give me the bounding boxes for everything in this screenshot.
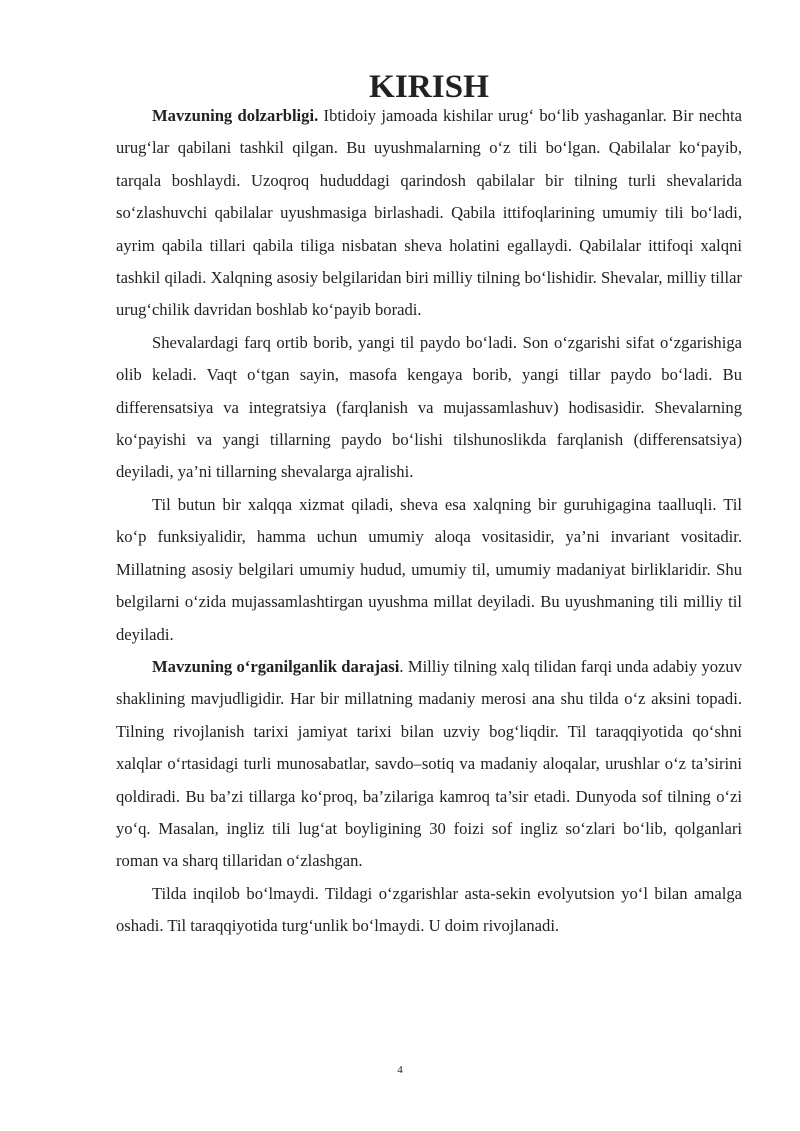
paragraph-3-text: Til butun bir xalqqa xizmat qiladi, sheva esa xalqning bir guruhigagina taalluqli. Til ko‘p funksiyalidir, hamma uchun umumiy aloqa vositasidir, ya’ni invariant vositadir. Millatning asosiy belgilari umumiy hudud, umumiy til, umumiy madaniyat birliklaridir. Shu belgilarni o‘zida mujassamlashtirgan uyushma millat deyiladi. Bu uyushmaning tili milliy til deyiladi.: [116, 494, 742, 644]
paragraph-1-text: Ibtidoiy jamoada kishilar urug‘ bo‘lib yashaganlar. Bir nechta urug‘lar qabilani tashkil qilgan. Bu uyushmalarning o‘z tili bo‘lgan. Qabilalar ko‘payib, tarqala boshlaydi. Uzoqroq hududdagi qarindosh qabilalar bir tilning turli shevalarida so‘zlashuvchi qabilalar uyushmasiga birlashadi. Qabila ittifoqlarining umumiy tili bo‘ladi, ayrim qabila tillari qabila tiliga nisbatan sheva holatini egallaydi. Qabilalar ittifoqi xalqni tashkil qiladi. Xalqning asosiy belgilaridan biri milliy tilning bo‘lishidir. Shevalar, milliy tillar urug‘chilik davridan boshlab ko‘payib boradi.: [116, 106, 742, 320]
paragraph-4-lead: Mavzuning o‘rganilganlik darajasi: [152, 656, 400, 676]
paragraph-2-text: Shevalardagi farq ortib borib, yangi til paydo bo‘ladi. Son o‘zgarishi sifat o‘zgarishiga olib keladi. Vaqt o‘tgan sayin, masofa kengaya borib, yangi tillar paydo bo‘ladi. Bu differensatsiya va integratsiya (farqlanish va mujassamlashuv) hodisasidir. Shevalarning ko‘payishi va yangi tillarning paydo bo‘lishi tilshunoslikda farqlanish (differensatsiya) deyiladi, ya’ni tillarning shevalarga ajralishi.: [116, 332, 742, 482]
paragraph-3: [116, 489, 742, 651]
paragraph-1-lead: Mavzuning dolzarbligi.: [152, 106, 319, 125]
paragraph-1: [116, 100, 742, 327]
section-heading: KIRISH: [369, 68, 489, 105]
page-number: 4: [397, 1064, 403, 1076]
paragraph-4-text: . Milliy tilning xalq tilidan farqi unda adabiy yozuv shaklining mavjudligidir. Har bir millatning madaniy merosi ana shu tilda o‘z aksini topadi. Tilning rivojlanish tarixi jamiyat tarixi bilan uzviy bog‘liqdir. Til taraqqiyotida qo‘shni xalqlar o‘rtasidagi turli munosabatlar, savdo–sotiq va madaniy aloqalar, urushlar o‘z ta’sirini qoldiradi. Bu ba’zi tillarga ko‘proq, ba’zilariga kamroq ta’sir etadi. Dunyoda sof tilning o‘zi yo‘q. Masalan, ingliz tili lug‘at boyligining 30 foizi sof ingliz so‘zlari bo‘lib, qolganlari roman va sharq tillaridan o‘zlashgan.: [116, 656, 742, 871]
paragraph-5-text: Tilda inqilob bo‘lmaydi. Tildagi o‘zgarishlar asta-sekin evolyutsion yo‘l bilan amalga oshadi. Til taraqqiyotida turg‘unlik bo‘lmaydi. U doim rivojlanadi.: [116, 883, 742, 936]
document-page: [116, 68, 742, 943]
paragraph-2: [116, 327, 742, 489]
paragraph-4: [116, 651, 742, 878]
paragraph-5: [116, 878, 742, 943]
